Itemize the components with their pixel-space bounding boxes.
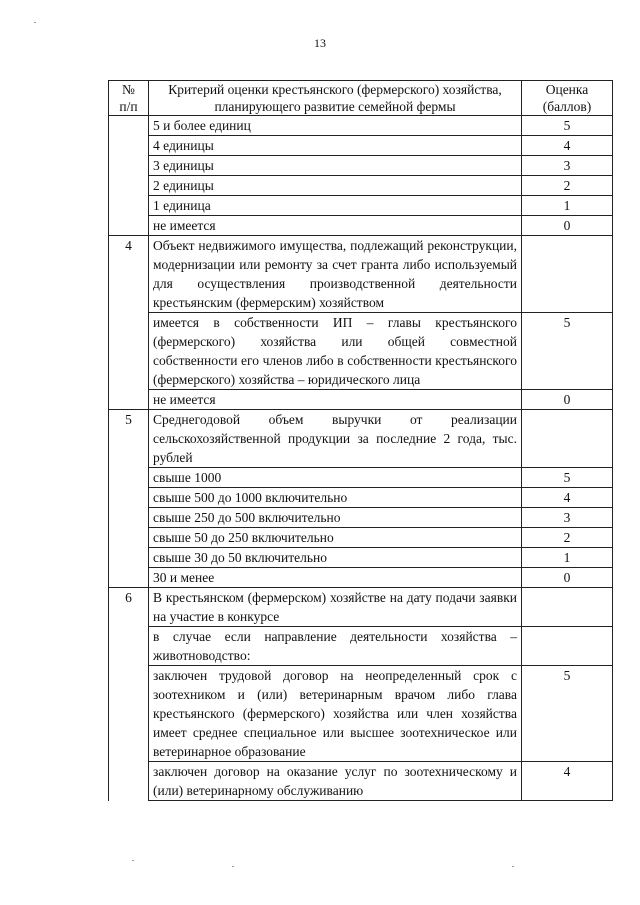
- header-score: [522, 81, 613, 116]
- row-score: 3: [522, 508, 613, 528]
- row-num: 4: [109, 236, 149, 313]
- row-num: [109, 196, 149, 216]
- row-num: [109, 468, 149, 488]
- row-score: 0: [522, 390, 613, 410]
- table-row: [109, 196, 613, 216]
- header-score-label: Оценка (баллов): [542, 82, 592, 114]
- row-criterion: 1 единица: [149, 196, 522, 216]
- row-criterion: имеется в собственности ИП – главы крестьянского (фермерского) хозяйства или общей совместной собственности его членов либо в собственности крестьянского (фермерского) хозяйства – юридического лица: [149, 313, 522, 390]
- row-num: [109, 488, 149, 508]
- row-num: [109, 762, 149, 801]
- row-score: 1: [522, 548, 613, 568]
- row-criterion: не имеется: [149, 216, 522, 236]
- row-criterion: 2 единицы: [149, 176, 522, 196]
- table-row: [109, 136, 613, 156]
- row-score: 2: [522, 176, 613, 196]
- row-score: [522, 410, 613, 468]
- row-criterion: 30 и менее: [149, 568, 522, 588]
- row-num: [109, 156, 149, 176]
- row-num: [109, 548, 149, 568]
- row-criterion: в случае если направление деятельности хозяйства – животноводство:: [149, 627, 522, 666]
- row-score: 4: [522, 488, 613, 508]
- row-num: [109, 627, 149, 666]
- row-criterion: Среднегодовой объем выручки от реализации сельскохозяйственной продукции за последние 2 года, тыс. рублей: [149, 410, 522, 468]
- table-row: [109, 568, 613, 588]
- row-num: [109, 568, 149, 588]
- table-row: [109, 313, 613, 390]
- row-num: [109, 508, 149, 528]
- table-row: [109, 762, 613, 801]
- row-criterion: 3 единицы: [149, 156, 522, 176]
- table-row: [109, 548, 613, 568]
- header-criterion: [149, 81, 522, 116]
- row-score: [522, 236, 613, 313]
- table-row: [109, 666, 613, 762]
- table-row: [109, 627, 613, 666]
- row-num: 6: [109, 588, 149, 627]
- row-criterion: свыше 50 до 250 включительно: [149, 528, 522, 548]
- row-score: 5: [522, 313, 613, 390]
- row-score: 2: [522, 528, 613, 548]
- row-num: [109, 313, 149, 390]
- row-score: 4: [522, 136, 613, 156]
- row-score: [522, 627, 613, 666]
- row-criterion: свыше 30 до 50 включительно: [149, 548, 522, 568]
- row-criterion: свыше 250 до 500 включительно: [149, 508, 522, 528]
- row-score: 5: [522, 468, 613, 488]
- row-score: 1: [522, 196, 613, 216]
- row-num: 5: [109, 410, 149, 468]
- row-criterion: свыше 500 до 1000 включительно: [149, 488, 522, 508]
- table-row: [109, 390, 613, 410]
- row-score: 5: [522, 666, 613, 762]
- row-score: 3: [522, 156, 613, 176]
- row-criterion: заключен трудовой договор на неопределенный срок с зоотехником и (или) ветеринарным врачом либо глава крестьянского (фермерского) хозяйства или член хозяйства имеет среднее специальное или высшее зоотехническое или ветеринарное образование: [149, 666, 522, 762]
- row-criterion: 5 и более единиц: [149, 116, 522, 136]
- table-row: [109, 508, 613, 528]
- header-criterion-label: Критерий оценки крестьянского (фермерского) хозяйства, планирующего развитие семейной фермы: [168, 82, 502, 114]
- table-row: [109, 528, 613, 548]
- table-row: [109, 116, 613, 136]
- row-num: [109, 136, 149, 156]
- page-number: 13: [314, 36, 326, 50]
- row-criterion: свыше 1000: [149, 468, 522, 488]
- table-row: [109, 468, 613, 488]
- row-criterion: Объект недвижимого имущества, подлежащий реконструкции, модернизации или ремонту за счет гранта либо используемый для осуществления производственной деятельности крестьянским (фермерским) хозяйством: [149, 236, 522, 313]
- row-score: [522, 588, 613, 627]
- row-criterion: не имеется: [149, 390, 522, 410]
- row-num: [109, 666, 149, 762]
- row-num: [109, 176, 149, 196]
- row-num: [109, 116, 149, 136]
- table-row: [109, 156, 613, 176]
- criteria-table: [108, 80, 613, 801]
- table-row: [109, 176, 613, 196]
- header-num-label: № п/п: [119, 82, 138, 114]
- row-criterion: заключен договор на оказание услуг по зоотехническому и (или) ветеринарному обслуживанию: [149, 762, 522, 801]
- table-row: [109, 236, 613, 313]
- row-score: 4: [522, 762, 613, 801]
- table-row: [109, 410, 613, 468]
- row-num: [109, 390, 149, 410]
- row-score: 0: [522, 216, 613, 236]
- table-header-row: [109, 81, 613, 116]
- row-criterion: 4 единицы: [149, 136, 522, 156]
- row-score: 5: [522, 116, 613, 136]
- table-row: [109, 216, 613, 236]
- row-num: [109, 528, 149, 548]
- row-num: [109, 216, 149, 236]
- table-row: [109, 488, 613, 508]
- row-criterion: В крестьянском (фермерском) хозяйстве на дату подачи заявки на участие в конкурсе: [149, 588, 522, 627]
- row-score: 0: [522, 568, 613, 588]
- table-row: [109, 588, 613, 627]
- header-num: [109, 81, 149, 116]
